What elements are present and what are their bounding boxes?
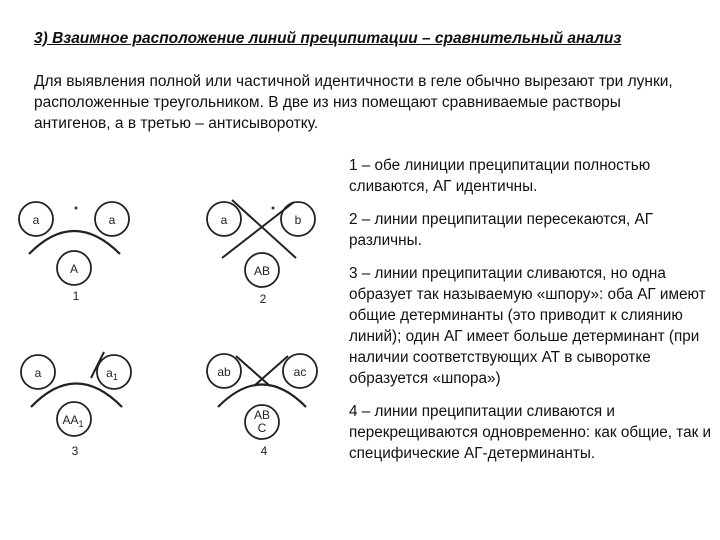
diagram-3	[21, 352, 131, 458]
well-right-label-3: $a_1$	[106, 366, 118, 382]
well-right-label-4: ac	[293, 365, 307, 379]
precipitation-line-2b	[222, 202, 294, 258]
well-left-label-4: ab	[217, 365, 231, 379]
explanation-item-4: 4 – линии преципитации сливаются и перекрещиваются одновременно: как общие, так и специфические АГ-детерминанты.	[349, 403, 712, 462]
explanation-item-3: 3 – линии преципитации сливаются, но одна образует так называемую «шпору»: оба АГ имеют общие детерминанты (это приводит к слиянию линий); один АГ имеет больше детерминант (при наличии соответствующих АТ в сыворотке образуется «шпора»)	[349, 265, 706, 387]
dot-mark-1	[75, 207, 78, 210]
diagram-2	[207, 200, 315, 306]
diagram-number-3: 3	[71, 444, 79, 458]
diagram-4	[207, 354, 317, 458]
well-bottom-label-2: AB	[253, 264, 271, 278]
well-right-label-2: b	[294, 213, 302, 227]
diagram-1	[19, 202, 129, 303]
explanation-item-2: 2 – линии преципитации пересекаются, АГ различны.	[349, 211, 654, 249]
well-bottom-label-4-line1: AB	[253, 408, 271, 422]
diagram-number-4: 4	[260, 444, 268, 458]
precipitation-line-4	[218, 385, 306, 408]
intro-paragraph: Для выявления полной или частичной идентичности в геле обычно вырезают три лунки, расположенные треугольником. В две из низ помещают сравниваемые растворы антигенов, а в третью – антисыворотку.	[34, 73, 673, 132]
well-left-label-1: a	[32, 213, 40, 227]
diagram-number-1: 1	[72, 289, 80, 303]
well-bottom-label-1: A	[69, 262, 79, 276]
well-left-label-2: a	[220, 213, 228, 227]
slide-title: 3) Взаимное расположение линий преципитации – сравнительный анализ	[34, 30, 622, 47]
diagram-number-2: 2	[259, 292, 267, 306]
explanation-list	[349, 155, 717, 464]
well-bottom-label-4-line2: C	[257, 421, 267, 435]
well-right-label-1: a	[108, 213, 116, 227]
dot-mark-2	[272, 207, 275, 210]
precipitation-diagrams	[0, 0, 340, 540]
well-bottom-label-3: $AA_1$	[62, 413, 84, 429]
explanation-item-1: 1 – обе линиции преципитации полностью сливаются, АГ идентичны.	[349, 157, 651, 195]
well-left-label-3: a	[34, 366, 42, 380]
